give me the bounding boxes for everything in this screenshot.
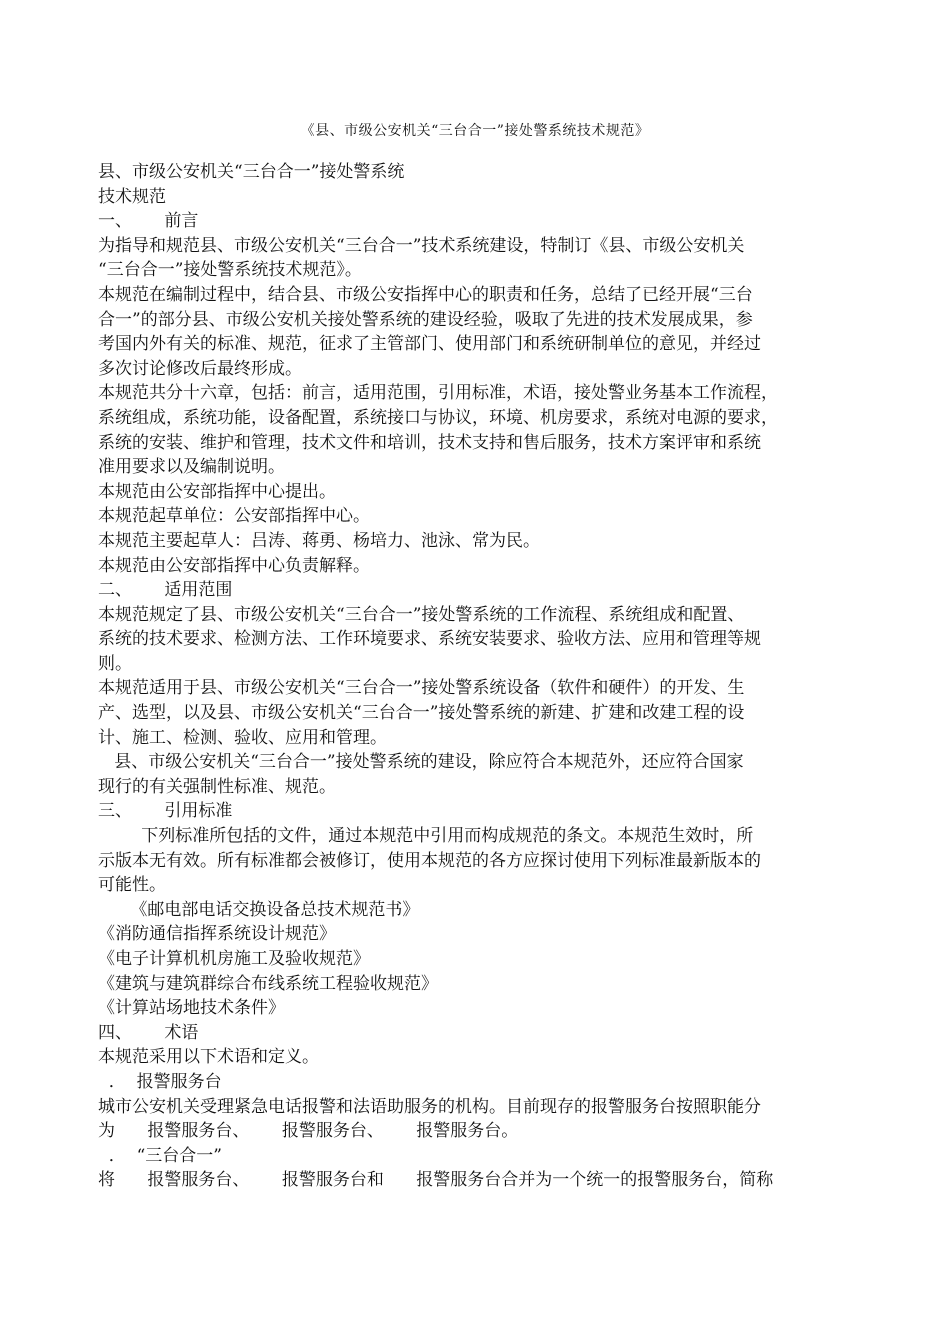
text-line: “三台合一”接处警系统技术规范》。 [98, 260, 362, 281]
text-line: 二、 适用范围 [98, 580, 233, 601]
text-line: 计、施工、检测、验收、应用和管理。 [98, 727, 387, 748]
text-line: 《电子计算机机房施工及验收规范》 [98, 949, 370, 969]
text-line: 可能性。 [98, 875, 166, 896]
text-line: 技术规范 [98, 186, 166, 207]
text-line: 本规范采用以下术语和定义。 [98, 1047, 319, 1068]
text-line: 《建筑与建筑群综合布线系统工程验收规范》 [98, 973, 438, 994]
text-line: 准用要求以及编制说明。 [98, 457, 285, 478]
text-line: 系统组成，系统功能，设备配置，系统接口与协议，环境、机房要求，系统对电源的要求， [98, 407, 778, 428]
text-line: 则。 [98, 653, 132, 674]
text-line: 下列标准所包括的文件，通过本规范中引用而构成规范的条文。本规范生效时，所 [98, 826, 754, 847]
document-title: 《县、市级公安机关“三台合一”接处警系统技术规范》 [300, 123, 650, 139]
text-line: ． 报警服务台 [98, 1071, 222, 1092]
text-line: 系统的安装、维护和管理，技术文件和培训，技术支持和售后服务，技术方案评审和系统 [98, 432, 761, 453]
text-line: 《消防通信指挥系统设计规范》 [98, 924, 336, 945]
text-line: 为 报警服务台、 报警服务台、 报警服务台。 [98, 1121, 519, 1142]
text-line: 《邮电部电话交换设备总技术规范书》 [98, 899, 420, 920]
document-body [98, 160, 858, 1193]
text-line: 合一”的部分县、市级公安机关接处警系统的建设经验，吸取了先进的技术发展成果，参 [98, 309, 753, 330]
text-line: 将 报警服务台、 报警服务台和 报警服务台合并为一个统一的报警服务台，简称 [98, 1170, 774, 1191]
text-line: 本规范主要起草人：吕涛、蒋勇、杨培力、池泳、常为民。 [98, 530, 540, 551]
text-line: 本规范在编制过程中，结合县、市级公安指挥中心的职责和任务，总结了已经开展“三台 [98, 284, 753, 305]
text-line: 四、 术语 [98, 1022, 199, 1043]
text-line: 本规范规定了县、市级公安机关“三台合一”接处警系统的工作流程、系统组成和配置、 [98, 604, 745, 625]
text-line: 城市公安机关受理紧急电话报警和法语助服务的机构。目前现存的报警服务台按照职能分 [98, 1096, 761, 1117]
text-line: 现行的有关强制性标准、规范。 [98, 776, 336, 797]
text-line: 本规范由公安部指挥中心提出。 [98, 481, 336, 502]
text-line: 示版本无有效。所有标准都会被修订，使用本规范的各方应探讨使用下列标准最新版本的 [98, 850, 761, 871]
text-line: 县、市级公安机关“三台合一”接处警系统 [98, 162, 405, 182]
text-line: 多次讨论修改后最终形成。 [98, 358, 302, 379]
text-line: 系统的技术要求、检测方法、工作环境要求、系统安装要求、验收方法、应用和管理等规 [98, 629, 761, 650]
text-line: ． “三台合一” [98, 1145, 222, 1166]
text-line: 本规范适用于县、市级公安机关“三台合一”接处警系统设备（软件和硬件）的开发、生 [98, 678, 745, 699]
text-line: 三、 引用标准 [98, 801, 233, 822]
text-line: 一、 前言 [98, 211, 199, 232]
text-line: 本规范起草单位：公安部指挥中心。 [98, 506, 370, 527]
text-line: 本规范由公安部指挥中心负责解释。 [98, 555, 370, 576]
text-line: 《计算站场地技术条件》 [98, 998, 285, 1019]
text-line: 为指导和规范县、市级公安机关“三台合一”技术系统建设，特制订《县、市级公安机关 [98, 235, 745, 256]
text-line: 本规范共分十六章，包括：前言，适用范围，引用标准，术语，接处警业务基本工作流程， [98, 383, 778, 404]
text-line: 产、选型，以及县、市级公安机关“三台合一”接处警系统的新建、扩建和改建工程的设 [98, 703, 745, 724]
text-line: 县、市级公安机关“三台合一”接处警系统的建设，除应符合本规范外，还应符合国家 [98, 752, 744, 773]
text-line: 考国内外有关的标准、规范，征求了主管部门、使用部门和系统研制单位的意见，并经过 [98, 334, 761, 355]
